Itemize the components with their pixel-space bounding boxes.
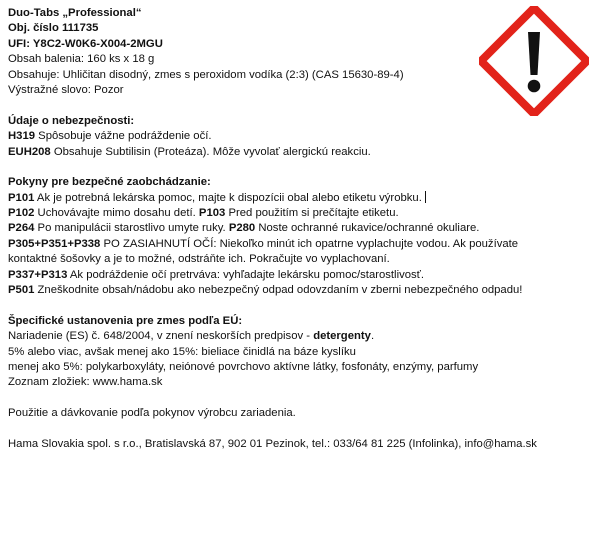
- precaution-text: Ak je potrebná lekárska pomoc, majte k dispozícii obal alebo etiketu výrobku.: [36, 191, 422, 204]
- composition-lt5: menej ako 5%: polykarboxyláty, neiónové povrchovo aktívne látky, fosfonáty, enzýmy, parfumy: [8, 360, 479, 373]
- precaution-p337: [8, 268, 592, 283]
- hazard-text: Obsahuje Subtilisin (Proteáza). Môže vyvolať alergickú reakciu.: [53, 145, 371, 158]
- precaution-code: P280: [228, 222, 256, 235]
- hazard-statement: [8, 145, 592, 160]
- specific-heading: Špecifické ustanovenia pre zmes podľa EÚ:: [8, 314, 243, 327]
- exclamation-mark-hazard-icon: [479, 6, 589, 116]
- hazard-code: H319: [8, 130, 36, 143]
- precaution-text: Zneškodnite obsah/nádobu ako nebezpečný odpad odovzdaním v zberni nebezpečného odpadu!: [37, 284, 523, 297]
- precaution-text: Po manipulácii starostlivo umyte ruky.: [37, 222, 226, 235]
- precaution-code: P101: [8, 191, 35, 204]
- precaution-text: Pred použitím si prečítajte etiketu.: [228, 207, 399, 220]
- precaution-code: P305+P351+P338: [8, 237, 101, 250]
- regulation-line: [8, 329, 592, 344]
- ufi-code: UFI: Y8C2-W0K6-X004-2MGU: [8, 37, 163, 50]
- precaution-text: Noste ochranné rukavice/ochranné okuliare.: [258, 222, 480, 235]
- usage-note: Použitie a dávkovanie podľa pokynov výrobcu zariadenia.: [8, 407, 296, 420]
- footer-contact: Hama Slovakia spol. s r.o., Bratislavská 87, 902 01 Pezinok, tel.: 033/64 81 225 (Infolinka), info@hama.sk: [8, 437, 537, 450]
- precaution-text: Uchovávajte mimo dosahu detí.: [37, 207, 196, 220]
- precaution-code: P264: [8, 222, 35, 235]
- regulation-suffix: .: [370, 330, 375, 343]
- contains-line: Obsahuje: Uhličitan disodný, zmes s peroxidom vodíka (2:3) (CAS 15630-89-4): [8, 68, 404, 81]
- precaution-p101: [8, 191, 592, 206]
- precaution-text: Ak podráždenie očí pretrváva: vyhľadajte lekársku pomoc/starostlivosť.: [69, 268, 425, 281]
- precautions-heading: Pokyny pre bezpečné zaobchádzanie:: [8, 176, 211, 189]
- precaution-code: P501: [8, 284, 35, 297]
- composition-5-15: 5% alebo viac, avšak menej ako 15%: bieliace činidlá na báze kyslíku: [8, 345, 356, 358]
- hazard-statement: [8, 129, 592, 144]
- precaution-code: P102: [8, 207, 35, 220]
- order-number: Obj. číslo 111735: [8, 22, 99, 35]
- precaution-p264-p280: [8, 221, 592, 236]
- hazard-text: Spôsobuje vážne podráždenie očí.: [38, 130, 212, 143]
- precaution-code: P337+P313: [8, 268, 68, 281]
- package-content: Obsah balenia: 160 ks x 18 g: [8, 53, 155, 66]
- regulation-bold: detergenty: [313, 330, 371, 343]
- ghs-exclamation-pictogram: [479, 6, 589, 116]
- product-name: Duo-Tabs „Professional“: [8, 7, 142, 19]
- text-cursor: [425, 191, 426, 203]
- signal-word: Výstražné slovo: Pozor: [8, 83, 124, 96]
- ingredients-list-link: Zoznam zložiek: www.hama.sk: [8, 376, 163, 389]
- precaution-p305: [8, 237, 592, 252]
- hazards-heading: Údaje o nebezpečnosti:: [8, 114, 135, 127]
- hazard-code: EUH208: [8, 145, 51, 158]
- precaution-p501: [8, 283, 592, 298]
- regulation-prefix: Nariadenie (ES) č. 648/2004, v znení neskorších predpisov -: [8, 330, 314, 343]
- precaution-p102-p103: [8, 206, 592, 221]
- precaution-p305-continued: kontaktné šošovky a je to možné, odstráňte ich. Pokračujte vo vyplachovaní.: [8, 253, 390, 266]
- precaution-code: P103: [198, 207, 226, 220]
- precaution-text: PO ZASIAHNUTÍ OČÍ: Niekoľko minút ich opatrne vyplachujte vodou. Ak používate: [103, 237, 519, 250]
